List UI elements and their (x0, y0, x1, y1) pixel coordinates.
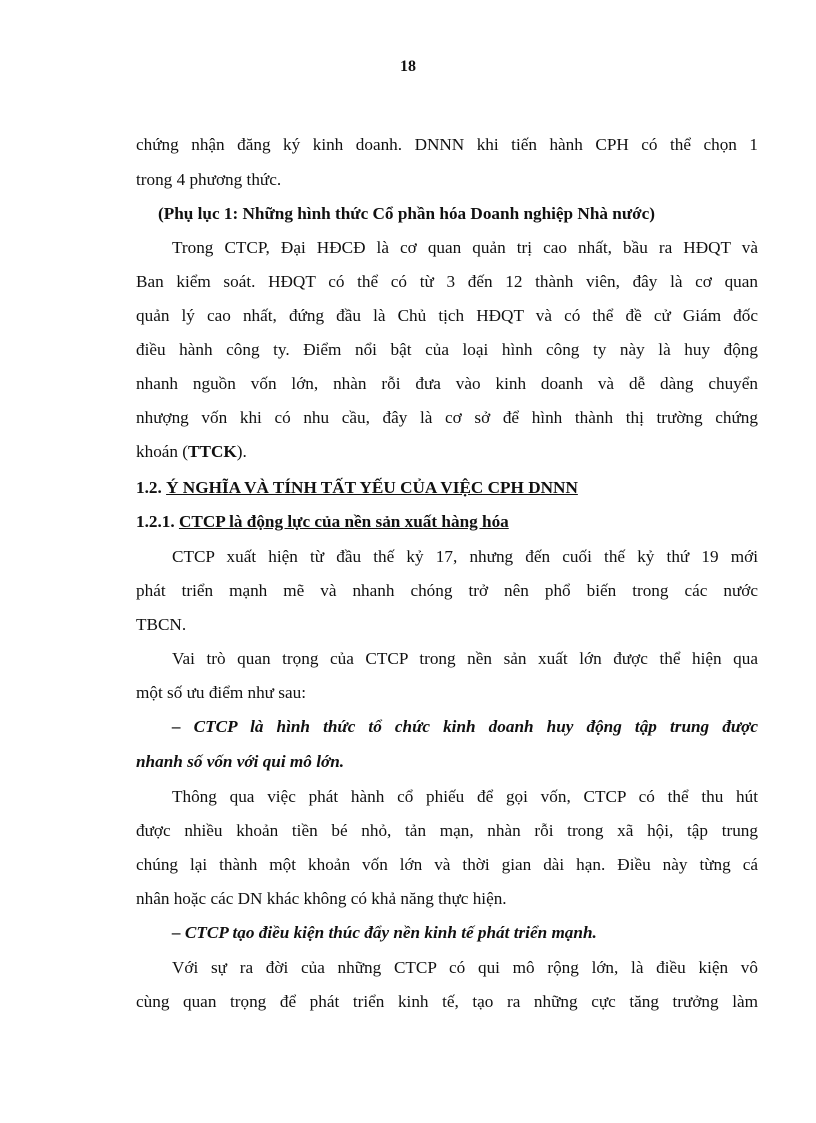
paragraph-line: Vai trò quan trọng của CTCP trong nền sản xuất lớn được thể hiện qua (172, 649, 758, 668)
heading-title: Ý NGHĨA VÀ TÍNH TẤT YẾU CỦA VIỆC CPH DNNN (166, 478, 578, 497)
page-number: 18 (400, 58, 416, 75)
text-span: ). (236, 442, 247, 461)
paragraph-line: phát triển mạnh mẽ và nhanh chóng trở nên phổ biến trong các nước (136, 581, 758, 600)
section-heading-1-2 (136, 477, 758, 499)
paragraph-line: nhân hoặc các DN khác không có khả năng thực hiện. (136, 889, 507, 908)
paragraph-line: một số ưu điểm như sau: (136, 683, 306, 702)
paragraph-line: điều hành công ty. Điểm nổi bật của loại hình công ty này là huy động (136, 340, 758, 359)
paragraph-line: chúng lại thành một khoản vốn lớn và thời gian dài hạn. Điều này từng cá (136, 855, 758, 874)
paragraph-line: Thông qua việc phát hành cổ phiếu để gọi vốn, CTCP có thể thu hút (172, 787, 758, 806)
paragraph-line: Trong CTCP, Đại HĐCĐ là cơ quan quản trị cao nhất, bầu ra HĐQT và (172, 238, 758, 257)
paragraph-line: CTCP xuất hiện từ đầu thế kỷ 17, nhưng đến cuối thế kỷ thứ 19 mới (172, 547, 758, 566)
paragraph-line (136, 441, 758, 463)
heading-number: 1.2. (136, 478, 162, 497)
heading-number: 1.2.1. (136, 512, 175, 531)
paragraph-line: TBCN. (136, 615, 187, 634)
text-span: khoán ( (136, 442, 189, 461)
appendix-note: (Phụ lục 1: Những hình thức Cổ phần hóa Doanh nghiệp Nhà nước) (158, 204, 656, 223)
paragraph-line: Ban kiểm soát. HĐQT có thể có từ 3 đến 12 thành viên, đây là cơ quan (136, 272, 758, 291)
paragraph-line: nhanh nguồn vốn lớn, nhàn rỗi đưa vào kinh doanh và dễ dàng chuyển (136, 374, 758, 393)
paragraph-line: nhượng vốn khi có nhu cầu, đây là cơ sở để hình thành thị trường chứng (136, 408, 758, 427)
paragraph-line: trong 4 phương thức. (136, 170, 282, 189)
bold-abbreviation: TTCK (188, 442, 237, 461)
paragraph-line: cùng quan trọng để phát triển kinh tế, tạo ra những cực tăng trưởng làm (136, 992, 758, 1011)
bullet-line: – CTCP là hình thức tổ chức kinh doanh huy động tập trung được (172, 717, 758, 736)
section-heading-1-2-1 (136, 511, 758, 533)
heading-title: CTCP là động lực của nền sản xuất hàng hóa (178, 512, 509, 531)
paragraph-line: Với sự ra đời của những CTCP có qui mô rộng lớn, là điều kiện vô (172, 958, 758, 977)
paragraph-line: quản lý cao nhất, đứng đầu là Chủ tịch HĐQT và có thể đề cử Giám đốc (136, 306, 758, 325)
bullet-line: – CTCP tạo điều kiện thúc đẩy nền kinh tế phát triển mạnh. (172, 923, 597, 942)
paragraph-line: được nhiều khoản tiền bé nhỏ, tản mạn, nhàn rỗi trong xã hội, tập trung (136, 821, 758, 840)
bullet-line: nhanh số vốn với qui mô lớn. (136, 752, 345, 771)
paragraph-line: chứng nhận đăng ký kinh doanh. DNNN khi tiến hành CPH có thể chọn 1 (136, 135, 758, 154)
